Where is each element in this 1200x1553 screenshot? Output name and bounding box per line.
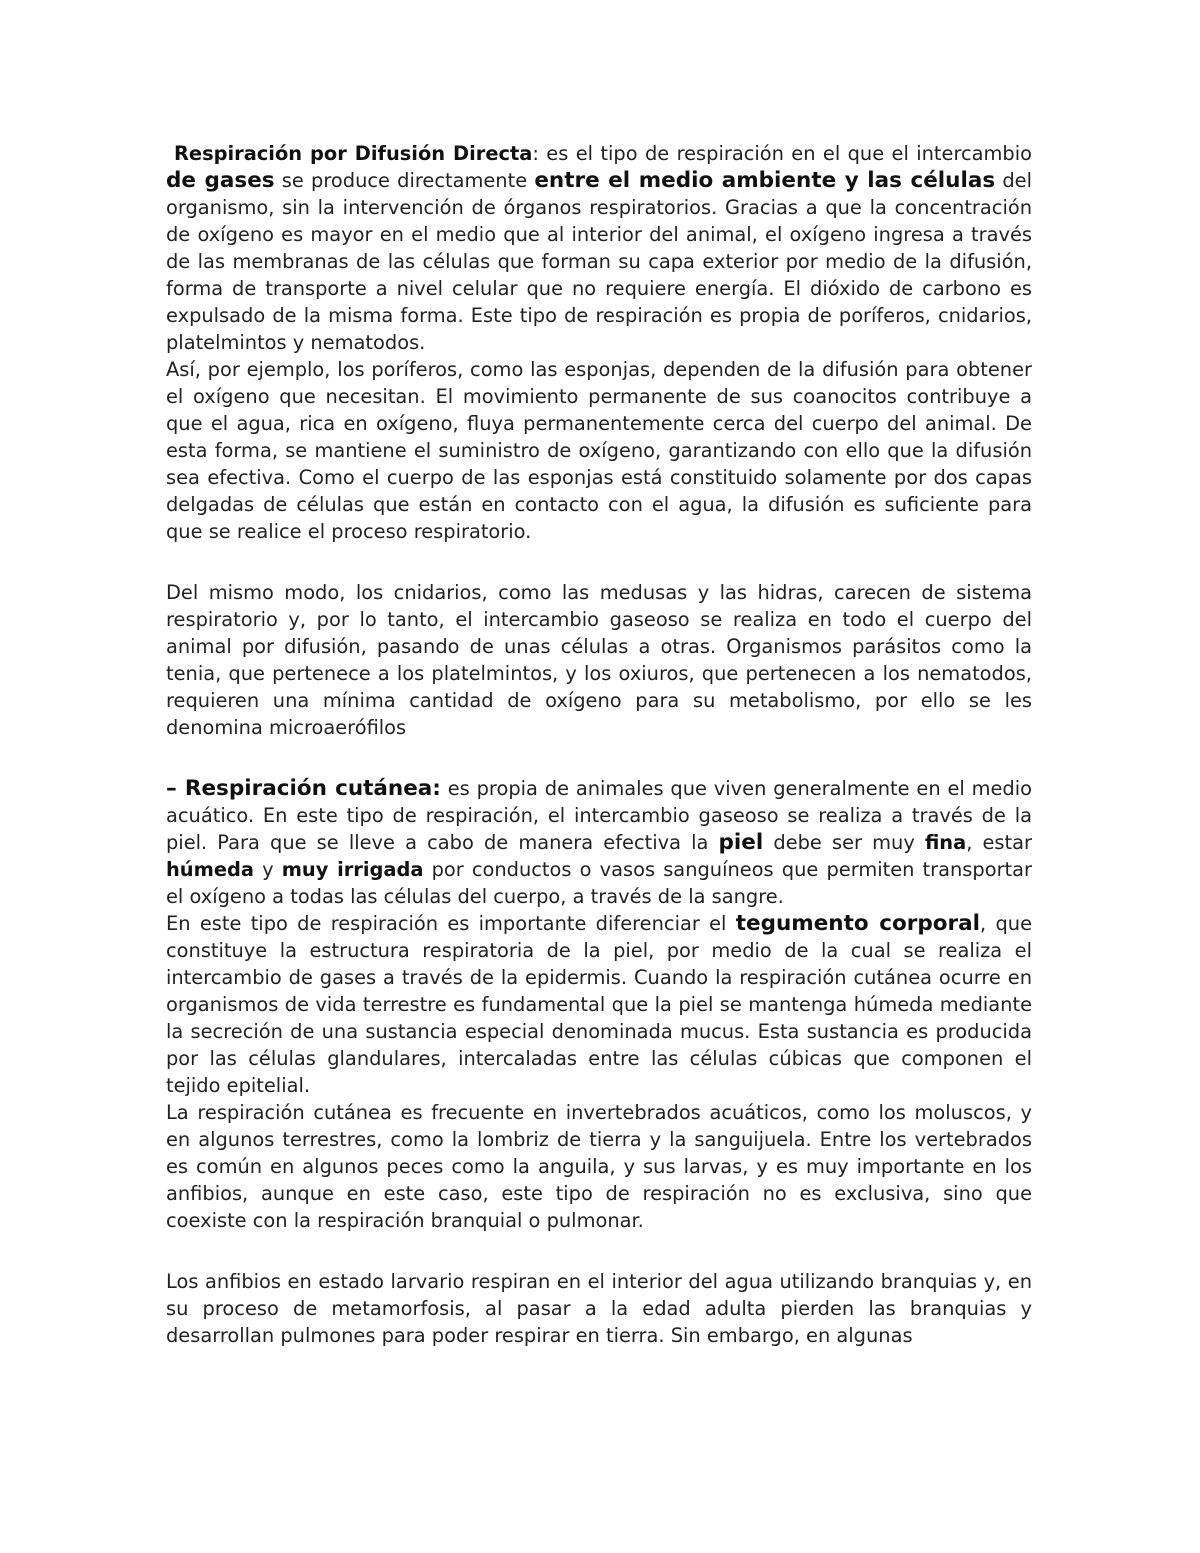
paragraph-cnidarios: Del mismo modo, los cnidarios, como las medusas y las hidras, carecen de sistema respiratorio y, por lo tanto, el intercambio gaseoso se realiza en todo el cuerpo del animal por difusión, pasando de unas células a otras. Organismos parásitos como la tenia, que pertenece a los platelmintos, y los oxiuros, que pertenecen a los nematodos, requieren una mínima cantidad de oxígeno para su metabolismo, por ello se les denomina microaerófilos: [166, 581, 1032, 739]
heading-respiracion-cutanea: – Respiración cutánea:: [166, 776, 441, 801]
paragraph-spacer: [166, 741, 1032, 775]
paragraph-tegumento: En este tipo de respiración es importante diferenciar el tegumento corporal, que constituye la estructura respiratoria de la piel, por medio de la cual se realiza el intercambio de gases a través de la epidermis. Cuando la respiración cutánea ocurre en organismos de vida terrestre es fundamental que la piel se mantenga húmeda mediante la secreción de una sustancia especial denominada mucus. Esta sustancia es producida por las células glandulares, intercaladas entre las células cúbicas que componen el tejido epitelial.: [166, 911, 1033, 1097]
document-page: [166, 140, 1032, 1349]
paragraph-invertebrados: La respiración cutánea es frecuente en invertebrados acuáticos, como los moluscos, y en algunos terrestres, como la lombriz de tierra y la sanguijuela. Entre los vertebrados es común en algunos peces como la anguila, y sus larvas, y es muy importante en los anfibios, aunque en este caso, este tipo de respiración no es exclusiva, sino que coexiste con la respiración branquial o pulmonar.: [166, 1101, 1032, 1232]
paragraph-spacer: [166, 1234, 1032, 1268]
paragraph-cutanea-definition: – Respiración cutánea: es propia de animales que viven generalmente en el medio acuático. En este tipo de respiración, el intercambio gaseoso se realiza a través de la piel. Para que se lleve a cabo de manera efectiva la piel debe ser muy fina, estar húmeda y muy irrigada por conductos o vasos sanguíneos que permiten transportar el oxígeno a todas las células del cuerpo, a través de la sangre.: [166, 776, 1033, 908]
paragraph-difusion-definition: Respiración por Difusión Directa: es el tipo de respiración en el que el intercambio de gases se produce directamente entre el medio ambiente y las células del organismo, sin la intervención de órganos respiratorios. Gracias a que la concentración de oxígeno es mayor en el medio que al interior del animal, el oxígeno ingresa a través de las membranas de las células que forman su capa exterior por medio de la difusión, forma de transporte a nivel celular que no requiere energía. El dióxido de carbono es expulsado de la misma forma. Este tipo de respiración es propia de poríferos, cnidarios, platelmintos y nematodos.: [166, 142, 1032, 354]
paragraph-anfibios: Los anfibios en estado larvario respiran en el interior del agua utilizando branquias y, en su proceso de metamorfosis, al pasar a la edad adulta pierden las branquias y desarrollan pulmones para poder respirar en tierra. Sin embargo, en algunas: [166, 1270, 1032, 1347]
heading-difusion-directa: Respiración por Difusión Directa: [174, 142, 533, 165]
paragraph-spacer: [166, 545, 1032, 579]
paragraph-poriferos: Así, por ejemplo, los poríferos, como las esponjas, dependen de la difusión para obtener el oxígeno que necesitan. El movimiento permanente de sus coanocitos contribuye a que el agua, rica en oxígeno, fluya permanentemente cerca del cuerpo del animal. De esta forma, se mantiene el suministro de oxígeno, garantizando con ello que la difusión sea efectiva. Como el cuerpo de las esponjas está constituido solamente por dos capas delgadas de células que están en contacto con el agua, la difusión es suficiente para que se realice el proceso respiratorio.: [166, 358, 1032, 543]
